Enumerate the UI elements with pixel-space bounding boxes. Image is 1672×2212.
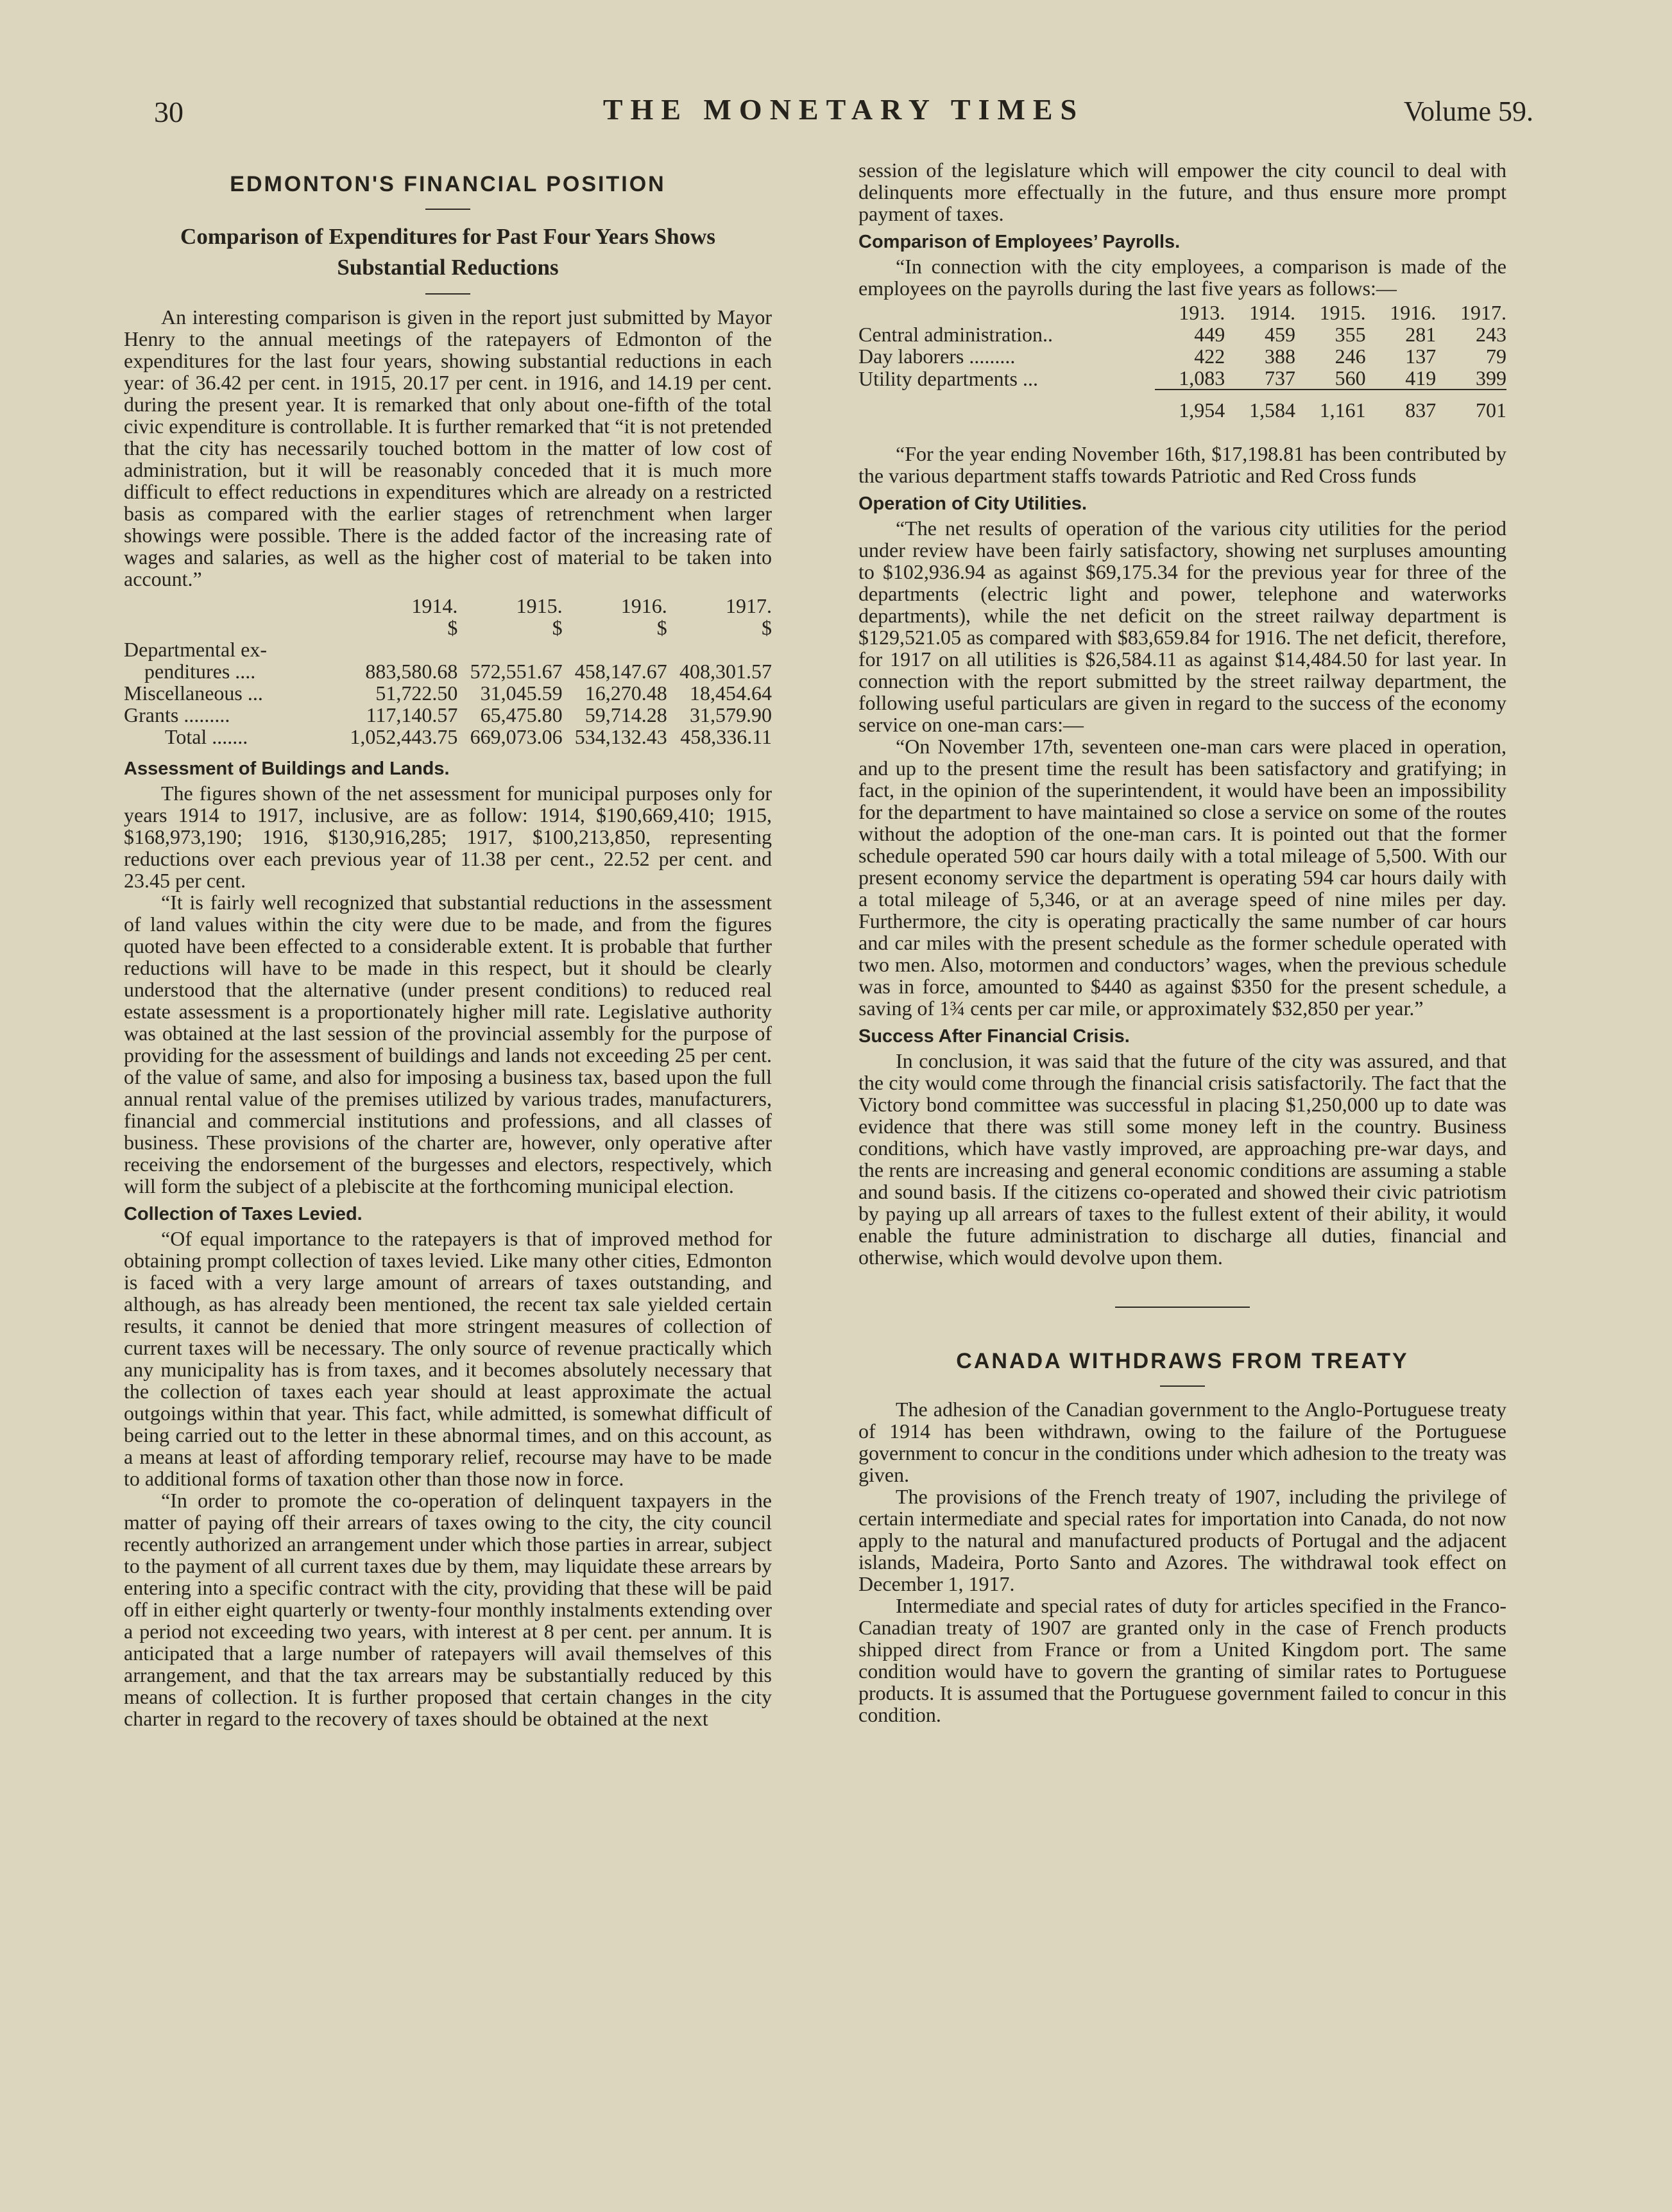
- row-label: Miscellaneous ...: [124, 682, 263, 705]
- total-value: 1,161: [1295, 390, 1366, 421]
- row-label: Total .......: [124, 725, 248, 748]
- cell-value: 31,045.59: [480, 682, 563, 705]
- payrolls-paragraph-2: “For the year ending November 16th, $17,198.81 has been contributed by the various department staffs towards Patriotic and Red Cross funds: [858, 442, 1506, 487]
- cell-value: 16,270.48: [584, 682, 667, 705]
- cell-value: 399: [1476, 366, 1506, 390]
- currency-symbol: $: [447, 616, 458, 639]
- taxes-paragraph-1: “Of equal importance to the ratepayers is that of improved method for obtaining prompt collection of taxes levied. Like many other cities, Edmonton is faced with a very large amount of arrears of taxes outstanding, and although, as has already been mentioned, the recent tax sale yielded certain results, it cannot be denied that more stringent measures of collection of current taxes will be necessary. The only source of revenue practically which any municipality has is from taxes, and it becomes absolutely necessary that the collection of taxes each year should at least approximate the actual outgoings within that year. This fact, while admitted, is somewhat difficult of being carried out to the letter in these abnormal times, and on this account, as a means at least of affording temporary relief, recourse may have to be made to additional forms of taxation other than those now in force.: [124, 1227, 772, 1490]
- cell-value: 737: [1264, 366, 1295, 390]
- year-header: 1915.: [516, 594, 563, 617]
- cell-value: 137: [1405, 345, 1437, 368]
- article-separator: [1115, 1307, 1250, 1308]
- cell-value: 388: [1264, 345, 1295, 368]
- total-value: 1,584: [1225, 390, 1295, 421]
- table-total-row: [124, 726, 772, 748]
- cell-value: 117,140.57: [366, 703, 458, 726]
- cell-value: 355: [1335, 323, 1366, 346]
- right-column: [858, 159, 1506, 1726]
- cell-value: 65,475.80: [480, 703, 563, 726]
- section-heading-taxes: Collection of Taxes Levied.: [124, 1204, 363, 1224]
- treaty-paragraph-3: Intermediate and special rates of duty for articles specified in the Franco-Canadian treaty of 1907 are granted only in the case of French products shipped direct from France or from a United Kingdom port. The same condition would have to govern the granting of similar rates to Portuguese products. It is assumed that the Portuguese government failed to concur in this condition.: [858, 1594, 1506, 1726]
- row-label: Central administration..: [858, 323, 1054, 346]
- currency-symbol: $: [656, 616, 667, 639]
- year-header: 1917.: [726, 594, 772, 617]
- cell-value: 408,301.57: [679, 660, 772, 683]
- table-row: [858, 345, 1506, 367]
- treaty-title-rule: [1160, 1385, 1205, 1387]
- section-heading-utilities: Operation of City Utilities.: [858, 493, 1088, 514]
- running-header: [154, 90, 1533, 135]
- utilities-paragraph-2: “On November 17th, seventeen one-man cars were placed in operation, and up to the present time the result has been satisfactory and gratifying; in fact, in the opinion of the superintendent, it would have been an impossibility for the department to have maintained so close a service on some of the routes without the adoption of the one-man cars. It is pointed out that the former schedule operated 590 car hours daily with a total mileage of 5,500. With our present economy service the department is operating 594 car hours daily with a total mileage of 5,346, or at an average speed of nine miles per day. Furthermore, the city is operating practically the same number of car hours and car miles with the present schedule as the former schedule operated with two men. Also, motormen and conductors’ wages, when the previous schedule was in force, amounted to $440 as against $350 for the present schedule, a saving of 1¾ cents per car mile, or approximately $32,850 per year.”: [858, 735, 1506, 1020]
- taxes-paragraph-continued: session of the legislature which will empower the city council to deal with delinquents more effectually in the future, and thus ensure more prompt payment of taxes.: [858, 159, 1506, 225]
- cell-value: 458,147.67: [574, 660, 667, 683]
- year-header: 1913.: [1179, 301, 1225, 324]
- cell-value: 79: [1486, 345, 1506, 368]
- row-label: Grants .........: [124, 703, 230, 726]
- table-row: [858, 367, 1506, 390]
- intro-paragraph: An interesting comparison is given in the report just submitted by Mayor Henry to the annual meetings of the ratepayers of Edmonton of the expenditures for the last four years, showing substantial reductions in each year: of 36.42 per cent. in 1915, 20.17 per cent. in 1916, and 14.19 per cent. during the present year. It is remarked that only about one-fifth of the total civic expenditure is controllable. It is further remarked that “it is not pretended that the city has necessarily touched bottom in the matter of low cost of administration, but it will be reasonably conceded that it is much more difficult to effect reductions in expenditures which are already on a restricted basis as compared with the earlier stages of retrenchment when larger showings were possible. There is the added factor of the increasing rate of wages and salaries, as well as the higher cost of material to be taken into account.”: [124, 305, 772, 590]
- deck-rule: [425, 293, 470, 295]
- year-header: 1917.: [1460, 301, 1506, 324]
- total-value: 701: [1436, 390, 1506, 421]
- volume-label: Volume 59.: [1403, 96, 1533, 127]
- cell-value: 669,073.06: [470, 725, 563, 748]
- row-label: Departmental ex-: [124, 638, 267, 661]
- section-heading-assessment: Assessment of Buildings and Lands.: [124, 759, 450, 779]
- cell-value: 883,580.68: [365, 660, 458, 683]
- employees-table: [858, 302, 1506, 421]
- cell-value: 1,083: [1179, 366, 1225, 390]
- year-header: 1914.: [1249, 301, 1295, 324]
- total-value: 1,954: [1155, 390, 1225, 421]
- treaty-article-title: CANADA WITHDRAWS FROM TREATY: [956, 1349, 1409, 1373]
- article-title: EDMONTON'S FINANCIAL POSITION: [230, 172, 666, 196]
- year-header: 1914.: [411, 594, 458, 617]
- cell-value: 246: [1335, 345, 1366, 368]
- left-column: [124, 159, 772, 1729]
- year-header: 1915.: [1319, 301, 1366, 324]
- cell-value: 51,722.50: [375, 682, 458, 705]
- cell-value: 449: [1194, 323, 1225, 346]
- assessment-paragraph-2: “It is fairly well recognized that substantial reductions in the assessment of land values within the city were due to be made, and from the figures quoted have been effected to a considerable extent. It is probable that further reductions will have to be made in this respect, but it should be clearly understood that the alternative (under present conditions) to reduced real estate assessment is a proportionately higher mill rate. Legislative authority was obtained at the last session of the provincial assembly for the purpose of providing for the assessment of buildings and lands not exceeding 25 per cent. of the value of same, and also for imposing a business tax, based upon the full annual rental value of the premises utilized by various trades, manufacturers, financial and commercial institutions and professions, and all classes of business. These provisions of the charter are, however, only operative after receiving the endorsement of the burgesses and electors, respectively, which will form the subject of a plebiscite at the forthcoming municipal election.: [124, 891, 772, 1197]
- row-label: Utility departments ...: [858, 366, 1038, 390]
- cell-value: 31,579.90: [690, 703, 772, 726]
- row-label: penditures ....: [124, 660, 256, 683]
- assessment-paragraph-1: The figures shown of the net assessment for municipal purposes only for years 1914 to 1917, inclusive, are as follow: 1914, $190,669,410; 1915, $168,973,190; 1916, $130,916,285; 1917, $100,213,850, representing reductions over each previous year of 11.38 per cent., 22.52 per cent. and 23.45 per cent.: [124, 782, 772, 892]
- article-deck: Comparison of Expenditures for Past Four Years Shows Substantial Reductions: [180, 224, 715, 280]
- treaty-paragraph-2: The provisions of the French treaty of 1907, including the privilege of certain intermediate and special rates for importation into Canada, do not now apply to the natural and manufactured products of Portugal and the adjacent islands, Madeira, Porto Santo and Azores. The withdrawal took effect on December 1, 1917.: [858, 1485, 1506, 1595]
- expenditure-table: [124, 595, 772, 748]
- year-header: 1916.: [1390, 301, 1437, 324]
- cell-value: 1,052,443.75: [350, 725, 458, 748]
- cell-value: 572,551.67: [470, 660, 563, 683]
- currency-symbol: $: [762, 616, 772, 639]
- table-total-row: [858, 390, 1506, 421]
- total-value: 837: [1366, 390, 1437, 421]
- treaty-paragraph-1: The adhesion of the Canadian government to the Anglo-Portuguese treaty of 1914 has been withdrawn, owing to the failure of the Portuguese government to concur in the conditions under which adhesion to the treaty was given.: [858, 1398, 1506, 1486]
- cell-value: 419: [1405, 366, 1437, 390]
- cell-value: 534,132.43: [574, 725, 667, 748]
- currency-row: [124, 617, 772, 639]
- section-heading-success: Success After Financial Crisis.: [858, 1026, 1130, 1047]
- section-heading-payrolls: Comparison of Employees’ Payrolls.: [858, 232, 1181, 252]
- table-header-row: [858, 302, 1506, 323]
- table-row: [124, 639, 772, 660]
- masthead: THE MONETARY TIMES: [602, 93, 1085, 126]
- cell-value: 243: [1476, 323, 1506, 346]
- cell-value: 281: [1405, 323, 1437, 346]
- page-number: 30: [154, 96, 183, 128]
- currency-symbol: $: [552, 616, 563, 639]
- taxes-paragraph-2: “In order to promote the co-operation of delinquent taxpayers in the matter of paying off their arrears of taxes owing to the city, the city council recently authorized an arrangement under which those parties in arrear, subject to the payment of all current taxes due by them, may liquidate these arrears by entering into a specific contract with the city, providing that these will be paid off in either eight quarterly or twenty-four monthly instalments extending over a period not exceeding two years, with interest at 8 per cent. per annum. It is anticipated that a large number of ratepayers will avail themselves of this arrangement, and that the tax arrears may be substantially reduced by this means of collection. It is further proposed that certain changes in the city charter in regard to the recovery of taxes should be obtained at the next: [124, 1489, 772, 1730]
- table-row: [124, 704, 772, 726]
- table-row: [124, 660, 772, 682]
- row-label: Day laborers .........: [858, 345, 1016, 368]
- title-rule: [425, 209, 470, 210]
- cell-value: 459: [1264, 323, 1295, 346]
- cell-value: 560: [1335, 366, 1366, 390]
- table-row: [858, 323, 1506, 345]
- cell-value: 59,714.28: [584, 703, 667, 726]
- table-header-row: [124, 595, 772, 617]
- success-paragraph: In conclusion, it was said that the future of the city was assured, and that the city would come through the financial crisis satisfactorily. The fact that the Victory bond committee was successful in placing $1,250,000 up to date was evidence that there was still some money left in the country. Business conditions, which have vastly improved, are approaching pre-war days, and the rents are increasing and general economic conditions are assuming a stable and sound basis. If the citizens co-operated and showed their civic patriotism by paying up all arrears of taxes to the fullest extent of their ability, it would enable the future administration to discharge all duties, financial and otherwise, which would devolve upon them.: [858, 1049, 1506, 1269]
- payrolls-paragraph-1: “In connection with the city employees, a comparison is made of the employees on the payrolls during the last five years as follows:—: [858, 255, 1506, 300]
- utilities-paragraph-1: “The net results of operation of the various city utilities for the period under review have been fairly satisfactory, showing net surpluses amounting to $102,936.94 as against $69,175.34 for the previous year for three of the departments (electric light and power, telephone and waterworks departments), while the net deficit on the street railway department is $129,521.05 as compared with $83,659.84 for 1916. The net deficit, therefore, for 1917 on all utilities is $26,584.11 as against $14,484.50 for last year. In connection with the report submitted by the street railway department, the following useful particulars are given in regard to the success of the economy service on one-man cars:—: [858, 517, 1506, 736]
- cell-value: 458,336.11: [680, 725, 772, 748]
- cell-value: 422: [1194, 345, 1225, 368]
- cell-value: 18,454.64: [690, 682, 772, 705]
- table-row: [124, 682, 772, 704]
- year-header: 1916.: [620, 594, 667, 617]
